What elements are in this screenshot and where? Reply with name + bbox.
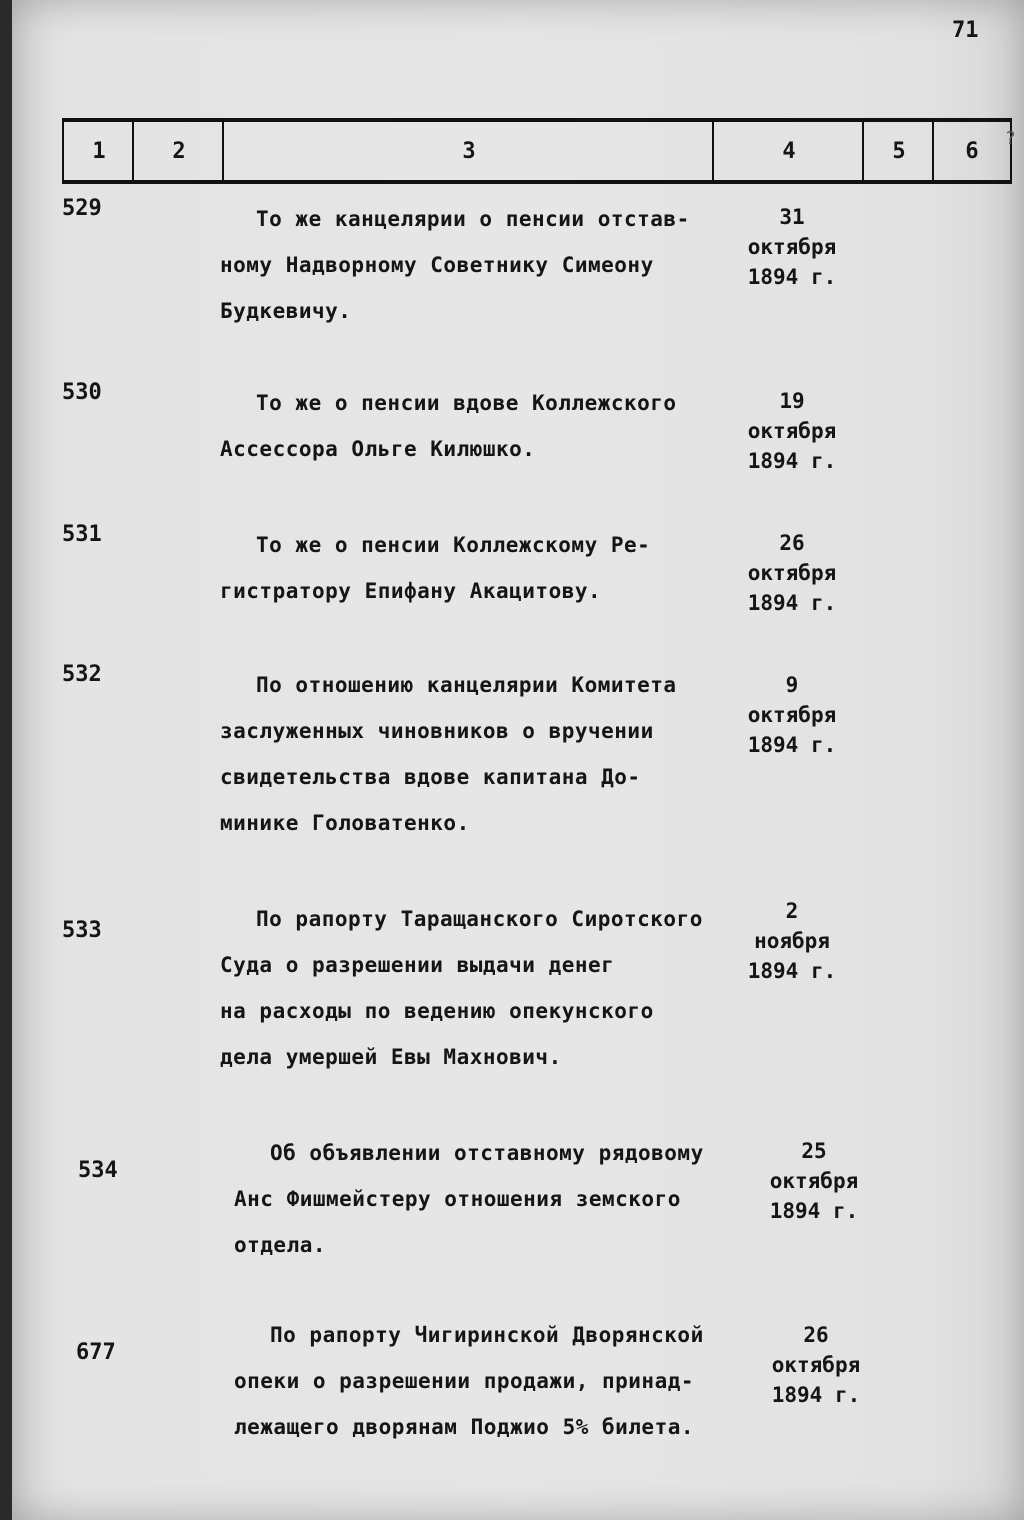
date-month: ноября: [754, 929, 830, 953]
description-line: лежащего дворянам Поджио 5% билета.: [234, 1415, 695, 1439]
entry-description: [220, 522, 740, 614]
column-header-4: 4: [712, 122, 864, 180]
entry-description: [220, 380, 740, 472]
description-line: По рапорту Чигиринской Дворянской: [270, 1323, 704, 1347]
date-month: октября: [769, 1169, 859, 1193]
date-day: 19: [779, 389, 805, 413]
description-line: Суда о разрешении выдачи денег: [220, 953, 615, 977]
column-header-1: 1: [62, 122, 134, 180]
entry-description: [220, 896, 740, 1080]
description-line: опеки о разрешении продажи, принад-: [234, 1369, 695, 1393]
description-line: заслуженных чиновников о вручении: [220, 719, 654, 743]
entry-number: 677: [76, 1340, 116, 1365]
date-day: 26: [779, 531, 805, 555]
description-line: По рапорту Таращанского Сиротского: [256, 907, 703, 931]
date-day: 9: [785, 673, 799, 697]
date-year: 1894 г.: [747, 265, 837, 289]
description-line: дела умершей Евы Махнович.: [220, 1045, 562, 1069]
date-month: октября: [771, 1353, 861, 1377]
date-year: 1894 г.: [771, 1383, 861, 1407]
description-line: отдела.: [234, 1233, 327, 1257]
entry-date: [732, 528, 852, 618]
date-month: октября: [747, 419, 837, 443]
entry-number: 532: [62, 662, 102, 687]
header-trailing-mark: ?: [1005, 128, 1016, 149]
date-year: 1894 г.: [769, 1199, 859, 1223]
date-year: 1894 г.: [747, 449, 837, 473]
entry-date: [732, 202, 852, 292]
page-number: 71: [952, 18, 979, 43]
date-day: 2: [785, 899, 799, 923]
date-day: 25: [801, 1139, 827, 1163]
date-day: 31: [779, 205, 805, 229]
description-line: То же о пенсии вдове Коллежского: [256, 391, 677, 415]
description-line: Ассессора Ольге Килюшко.: [220, 437, 536, 461]
description-line: По отношению канцелярии Комитета: [256, 673, 677, 697]
entry-description: [220, 662, 740, 846]
document-page: [12, 0, 1024, 1520]
date-day: 26: [803, 1323, 829, 1347]
date-month: октября: [747, 561, 837, 585]
column-header-3: 3: [222, 122, 714, 180]
entry-date: [756, 1320, 876, 1410]
entry-number: 534: [78, 1158, 118, 1183]
date-year: 1894 г.: [747, 959, 837, 983]
entry-date: [754, 1136, 874, 1226]
description-line: То же о пенсии Коллежскому Ре-: [256, 533, 651, 557]
column-header-6: 6: [932, 122, 1012, 180]
description-line: на расходы по ведению опекунского: [220, 999, 654, 1023]
date-month: октября: [747, 703, 837, 727]
description-line: гистратору Епифану Акацитову.: [220, 579, 602, 603]
description-line: ному Надворному Советнику Симеону: [220, 253, 654, 277]
entry-number: 531: [62, 522, 102, 547]
description-line: То же канцелярии о пенсии отстав-: [256, 207, 690, 231]
date-year: 1894 г.: [747, 733, 837, 757]
column-header-table: [62, 118, 1012, 184]
column-header-5: 5: [862, 122, 934, 180]
entry-date: [732, 386, 852, 476]
description-line: Об объявлении отставному рядовому: [270, 1141, 704, 1165]
date-year: 1894 г.: [747, 591, 837, 615]
entry-date: [732, 896, 852, 986]
description-line: Будкевичу.: [220, 299, 352, 323]
entry-number: 530: [62, 380, 102, 405]
entry-description: [220, 196, 740, 334]
entry-description: [234, 1130, 754, 1268]
entry-number: 533: [62, 918, 102, 943]
description-line: свидетельства вдове капитана До-: [220, 765, 641, 789]
date-month: октября: [747, 235, 837, 259]
description-line: Анс Фишмейстеру отношения земского: [234, 1187, 681, 1211]
entry-description: [234, 1312, 754, 1450]
entry-number: 529: [62, 196, 102, 221]
entry-date: [732, 670, 852, 760]
description-line: минике Головатенко.: [220, 811, 470, 835]
column-header-2: 2: [132, 122, 224, 180]
